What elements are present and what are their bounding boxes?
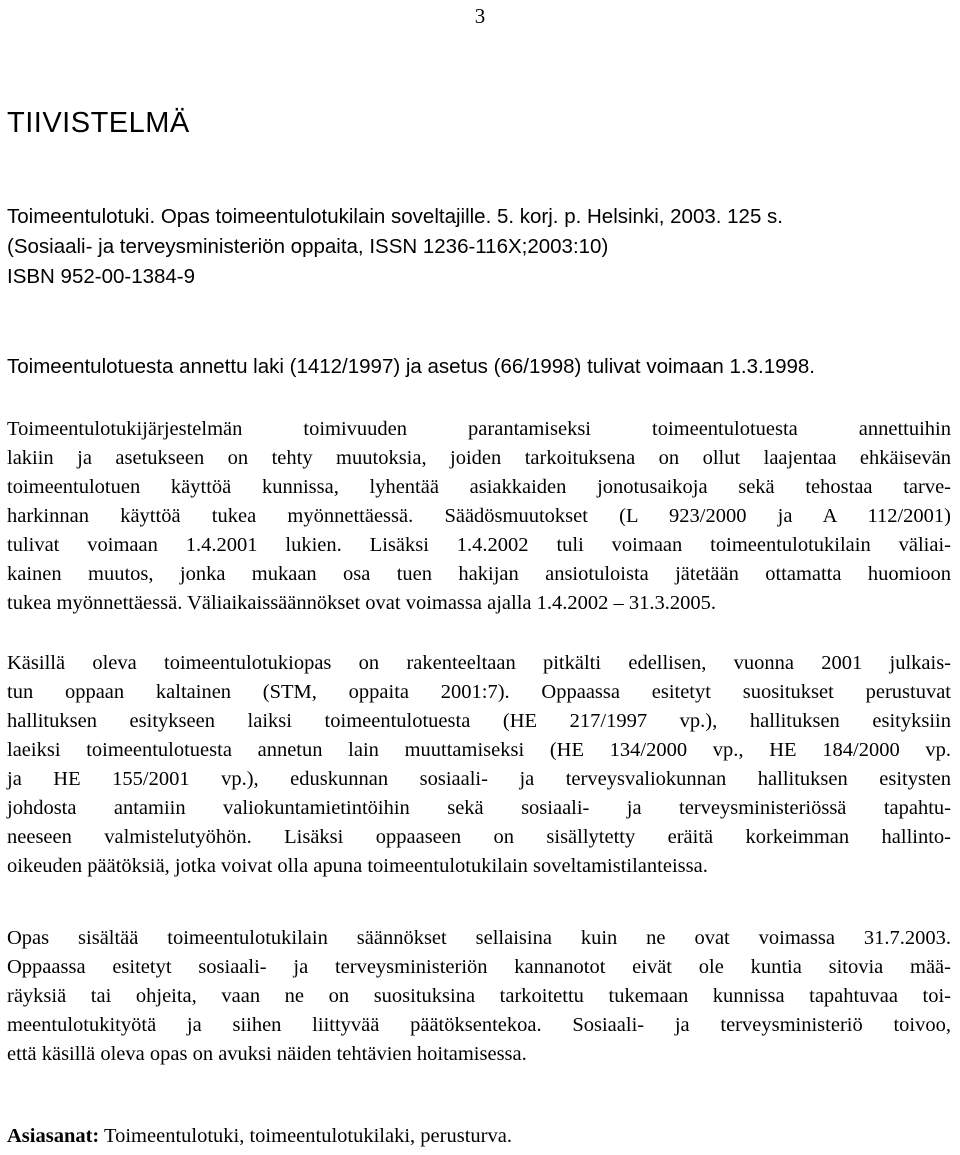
paragraph-line: että käsillä oleva opas on avuksi näiden tehtävien hoitamisessa. <box>7 1043 527 1065</box>
paragraph-line: tulivat voimaan 1.4.2001 lukien. Lisäksi 1.4.2002 tuli voimaan toimeentulotukilain väliai- <box>7 534 951 556</box>
paragraph-line: johdosta antamiin valiokuntamietintöihin sekä sosiaali- ja terveysministeriössä tapahtu- <box>7 797 951 819</box>
paragraph-line: meentulotukityötä ja siihen liittyvää päätöksentekoa. Sosiaali- ja terveysministeriö toivoo, <box>7 1014 951 1036</box>
page-number: 3 <box>474 4 486 28</box>
paragraph-line: Toimeentulotukijärjestelmän toimivuuden parantamiseksi toimeentulotuesta annettuihin <box>7 418 951 440</box>
paragraph-line: neeseen valmistelutyöhön. Lisäksi oppaaseen on sisällytetty eräitä korkeimman hallinto- <box>7 826 951 848</box>
paragraph-line: tukea myönnettäessä. Väliaikaissäännökset ovat voimassa ajalla 1.4.2002 – 31.3.2005. <box>7 592 716 614</box>
paragraph-line: ja HE 155/2001 vp.), eduskunnan sosiaali- ja terveysvaliokunnan hallituksen esitysten <box>7 768 951 790</box>
paragraph-line: harkinnan käyttöä tukea myönnettäessä. Säädösmuutokset (L 923/2000 ja A 112/2001) <box>7 505 951 527</box>
keywords <box>7 1125 512 1148</box>
paragraph-line: tun oppaan kaltainen (STM, oppaita 2001:7). Oppaassa esitetyt suositukset perustuvat <box>7 681 951 703</box>
paragraph-guide-contents <box>7 924 951 1069</box>
paragraph-line: laeiksi toimeentulotuesta annetun lain muuttamiseksi (HE 134/2000 vp., HE 184/2000 vp. <box>7 739 951 761</box>
paragraph-line: Oppaassa esitetyt sosiaali- ja terveysministeriön kannanotot eivät ole kuntia sitovia mää- <box>7 956 951 978</box>
paragraph-line: toimeentulotuen käyttöä kunnissa, lyhentää asiakkaiden jonotusaikoja sekä tehostaa tarve- <box>7 476 951 498</box>
paragraph-legislation-changes <box>7 415 951 618</box>
law-statement: Toimeentulotuesta annettu laki (1412/1997) ja asetus (66/1998) tulivat voimaan 1.3.1998. <box>7 355 815 378</box>
paragraph-line: kainen muutos, jonka mukaan osa tuen hakijan ansiotuloista jätetään ottamatta huomioon <box>7 563 951 585</box>
bibliography-line: Toimeentulotuki. Opas toimeentulotukilain soveltajille. 5. korj. p. Helsinki, 2003. 125 s. <box>7 205 783 228</box>
paragraph-line: räyksiä tai ohjeita, vaan ne on suosituksina tarkoitettu tukemaan kunnissa tapahtuvaa toi- <box>7 985 951 1007</box>
paragraph-line: lakiin ja asetukseen on tehty muutoksia, joiden tarkoituksena on ollut laajentaa ehkäisevän <box>7 447 951 469</box>
bibliography-block <box>7 202 783 292</box>
bibliography-line: ISBN 952-00-1384-9 <box>7 265 196 288</box>
paragraph-guide-basis <box>7 649 951 881</box>
paragraph-line: Käsillä oleva toimeentulotukiopas on rakenteeltaan pitkälti edellisen, vuonna 2001 julkais- <box>7 652 951 674</box>
keywords-label: Asiasanat: <box>7 1125 100 1147</box>
paragraph-line: hallituksen esitykseen laiksi toimeentulotuesta (HE 217/1997 vp.), hallituksen esityksiin <box>7 710 951 732</box>
paragraph-line: Opas sisältää toimeentulotukilain säännökset sellaisina kuin ne ovat voimassa 31.7.2003. <box>7 927 951 949</box>
keywords-text: Toimeentulotuki, toimeentulotukilaki, perusturva. <box>99 1125 512 1147</box>
paragraph-line: oikeuden päätöksiä, jotka voivat olla apuna toimeentulotukilain soveltamistilanteissa. <box>7 855 708 877</box>
page-title: TIIVISTELMÄ <box>7 107 190 139</box>
bibliography-line: (Sosiaali- ja terveysministeriön oppaita, ISSN 1236-116X;2003:10) <box>7 235 609 258</box>
